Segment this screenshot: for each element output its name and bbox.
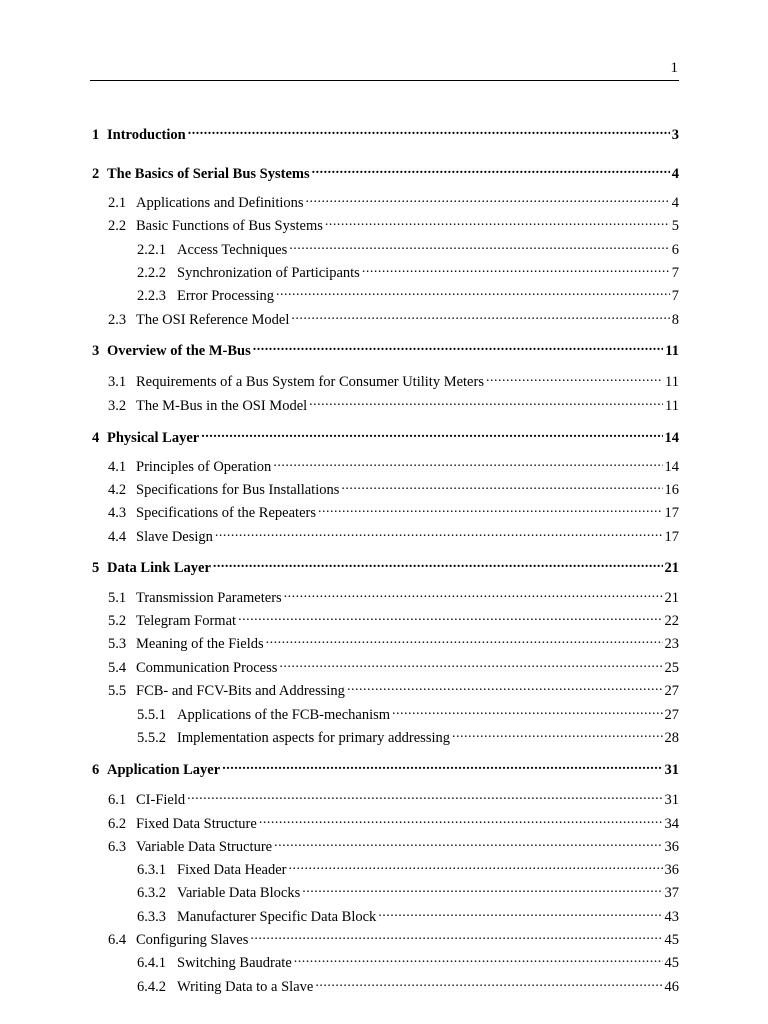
toc-entry-title: Implementation aspects for primary addressing: [177, 730, 451, 746]
toc-entry-title: Applications and Definitions: [136, 195, 304, 211]
toc-entry-title: Configuring Slaves: [136, 932, 249, 948]
toc-entry-number: 6.4: [108, 932, 127, 948]
toc-entry-page: 43: [664, 909, 679, 925]
toc-entry-number: 2.2: [108, 218, 127, 234]
toc-entry[interactable]: [108, 396, 679, 415]
toc-entry-page: 25: [664, 660, 679, 676]
toc-entry-title: Data Link Layer: [107, 560, 211, 576]
toc-entry-number: 5.5.1: [137, 707, 166, 723]
toc-entry-number: 5.4: [108, 660, 127, 676]
toc-entry[interactable]: [108, 503, 679, 522]
toc-entry-number: 2: [92, 166, 100, 182]
toc-entry-page: 16: [664, 482, 679, 498]
toc-entry-page: 17: [664, 505, 679, 521]
toc-entry-page: 17: [664, 529, 679, 545]
toc-entry-title: Transmission Parameters: [136, 590, 282, 606]
toc-dot-leader: [318, 503, 663, 517]
toc-entry-page: 46: [664, 979, 679, 995]
toc-entry-number: 4.2: [108, 482, 127, 498]
toc-entry[interactable]: [137, 953, 679, 972]
toc-entry-title: Introduction: [107, 127, 186, 143]
toc-dot-leader: [238, 611, 662, 625]
page-number: 1: [670, 60, 678, 76]
toc-entry-title: Meaning of the Fields: [136, 636, 264, 652]
toc-entry-number: 6.1: [108, 792, 127, 808]
toc-entry[interactable]: [108, 790, 679, 809]
toc-entry-number: 5.5: [108, 683, 127, 699]
toc-entry-number: 3.1: [108, 374, 127, 390]
toc-dot-leader: [215, 527, 663, 541]
toc-entry-number: 4.1: [108, 459, 127, 475]
toc-entry-title: Switching Baudrate: [177, 955, 292, 971]
toc-entry-title: Application Layer: [107, 762, 221, 778]
toc-dot-leader: [302, 883, 662, 897]
toc-entry[interactable]: [137, 263, 679, 282]
toc-entry[interactable]: [108, 372, 679, 391]
toc-dot-leader: [259, 814, 663, 828]
toc-entry-title: Communication Process: [136, 660, 278, 676]
toc-dot-leader: [188, 125, 670, 139]
toc-entry-number: 6.3: [108, 839, 127, 855]
toc-dot-leader: [276, 286, 670, 300]
toc-dot-leader: [222, 760, 662, 774]
toc-entry-number: 2.2.2: [137, 265, 166, 281]
toc-dot-leader: [486, 372, 663, 386]
toc-entry-page: 45: [664, 932, 679, 948]
toc-entry-page: 14: [664, 430, 679, 446]
toc-entry-number: 5: [92, 560, 100, 576]
toc-entry-page: 21: [664, 590, 679, 606]
toc-entry[interactable]: [108, 837, 679, 856]
toc-entry-number: 2.2.1: [137, 242, 166, 258]
toc-entry-title: Variable Data Structure: [136, 839, 273, 855]
toc-entry-number: 2.3: [108, 312, 127, 328]
toc-dot-leader: [253, 341, 664, 355]
toc-entry-number: 5.5.2: [137, 730, 166, 746]
toc-entry[interactable]: [108, 658, 679, 677]
toc-dot-leader: [294, 953, 663, 967]
toc-entry-page: 6: [671, 242, 679, 258]
toc-dot-leader: [341, 480, 662, 494]
toc-entry[interactable]: [108, 814, 679, 833]
toc-entry[interactable]: [92, 558, 679, 577]
toc-entry-number: 4.3: [108, 505, 127, 521]
toc-entry-number: 6.4.2: [137, 979, 166, 995]
toc-entry[interactable]: [137, 728, 679, 747]
toc-entry[interactable]: [137, 883, 679, 902]
toc-entry-title: The OSI Reference Model: [136, 312, 290, 328]
toc-dot-leader: [289, 860, 663, 874]
toc-entry[interactable]: [108, 588, 679, 607]
toc-entry-title: Telegram Format: [136, 613, 237, 629]
toc-entry-title: Physical Layer: [107, 430, 200, 446]
toc-dot-leader: [392, 705, 662, 719]
toc-dot-leader: [274, 837, 662, 851]
toc-dot-leader: [325, 216, 670, 230]
toc-entry-title: Applications of the FCB-mechanism: [177, 707, 391, 723]
toc-entry[interactable]: [92, 760, 679, 779]
toc-dot-leader: [284, 588, 663, 602]
toc-entry-page: 11: [665, 343, 679, 359]
toc-entry-page: 3: [671, 127, 679, 143]
toc-entry-title: The Basics of Serial Bus Systems: [107, 166, 310, 182]
toc-dot-leader: [306, 193, 670, 207]
toc-entry[interactable]: [108, 527, 679, 546]
toc-entry-title: FCB- and FCV-Bits and Addressing: [136, 683, 345, 699]
toc-entry-number: 4.4: [108, 529, 127, 545]
toc-entry-page: 7: [671, 265, 679, 281]
toc-dot-leader: [273, 457, 662, 471]
toc-entry-page: 8: [671, 312, 679, 328]
toc-entry[interactable]: [108, 611, 679, 630]
toc-entry[interactable]: [92, 341, 679, 360]
toc-entry-number: 5.1: [108, 590, 127, 606]
toc-entry-page: 37: [664, 885, 679, 901]
toc-dot-leader: [201, 428, 662, 442]
toc-entry[interactable]: [137, 240, 679, 259]
toc-entry-title: Error Processing: [177, 288, 275, 304]
toc-dot-leader: [279, 658, 662, 672]
toc-entry-number: 6.4.1: [137, 955, 166, 971]
toc-entry-number: 3.2: [108, 398, 127, 414]
toc-entry-number: 6.3.3: [137, 909, 166, 925]
toc-entry[interactable]: [108, 216, 679, 235]
toc-entry-title: Manufacturer Specific Data Block: [177, 909, 377, 925]
toc-entry[interactable]: [137, 286, 679, 305]
toc-entry[interactable]: [108, 681, 679, 700]
toc-entry-page: 31: [664, 762, 679, 778]
toc-dot-leader: [452, 728, 662, 742]
toc-entry-title: Principles of Operation: [136, 459, 272, 475]
toc-entry-number: 4: [92, 430, 100, 446]
toc-entry[interactable]: [108, 634, 679, 653]
toc-entry-page: 36: [664, 862, 679, 878]
toc-entry-title: Slave Design: [136, 529, 213, 545]
toc-entry-title: Access Techniques: [177, 242, 288, 258]
toc-entry[interactable]: [137, 705, 679, 724]
toc-dot-leader: [347, 681, 663, 695]
toc-entry-number: 2.2.3: [137, 288, 166, 304]
toc-entry-page: 21: [664, 560, 679, 576]
toc-entry-page: 4: [671, 195, 679, 211]
toc-entry-number: 1: [92, 127, 100, 143]
toc-dot-leader: [312, 164, 670, 178]
toc-entry-title: CI-Field: [136, 792, 186, 808]
toc-entry-page: 27: [664, 683, 679, 699]
toc-entry-number: 6: [92, 762, 100, 778]
toc-entry-number: 6.2: [108, 816, 127, 832]
toc-entry-title: Specifications of the Repeaters: [136, 505, 316, 521]
toc-entry-title: Requirements of a Bus System for Consumer Utility Meters: [136, 374, 484, 390]
toc-entry-page: 11: [665, 398, 679, 414]
toc-entry-page: 11: [665, 374, 679, 390]
toc-entry-title: Writing Data to a Slave: [177, 979, 314, 995]
toc-entry-page: 4: [671, 166, 679, 182]
toc-entry-title: Specifications for Bus Installations: [136, 482, 340, 498]
toc-entry[interactable]: [137, 907, 679, 926]
toc-dot-leader: [309, 396, 663, 410]
toc-entry-page: 14: [664, 459, 679, 475]
toc-entry-number: 5.3: [108, 636, 127, 652]
toc-entry-page: 28: [664, 730, 679, 746]
toc-entry[interactable]: [92, 164, 679, 183]
toc-entry[interactable]: [108, 193, 679, 212]
toc-entry[interactable]: [108, 930, 679, 949]
toc-dot-leader: [289, 240, 669, 254]
toc-entry-number: 5.2: [108, 613, 127, 629]
toc-entry[interactable]: [137, 977, 679, 996]
toc-entry-page: 7: [671, 288, 679, 304]
toc-entry[interactable]: [92, 125, 679, 144]
toc-entry-title: Synchronization of Participants: [177, 265, 360, 281]
toc-entry-page: 5: [671, 218, 679, 234]
toc-dot-leader: [213, 558, 663, 572]
toc-dot-leader: [378, 907, 662, 921]
header-rule: [90, 80, 679, 81]
toc-entry-page: 31: [664, 792, 679, 808]
toc-entry[interactable]: [108, 310, 679, 329]
toc-entry[interactable]: [108, 457, 679, 476]
toc-entry-number: 6.3.1: [137, 862, 166, 878]
toc-entry-page: 34: [664, 816, 679, 832]
toc-entry-title: Fixed Data Header: [177, 862, 287, 878]
toc-entry[interactable]: [108, 480, 679, 499]
toc-entry-page: 27: [664, 707, 679, 723]
toc-dot-leader: [362, 263, 670, 277]
toc-entry-page: 45: [664, 955, 679, 971]
toc-entry-number: 6.3.2: [137, 885, 166, 901]
toc-entry-page: 22: [664, 613, 679, 629]
toc-entry-title: Variable Data Blocks: [177, 885, 301, 901]
toc-entry-title: The M-Bus in the OSI Model: [136, 398, 308, 414]
toc-dot-leader: [266, 634, 663, 648]
toc-dot-leader: [187, 790, 662, 804]
toc-dot-leader: [250, 930, 662, 944]
toc-entry-title: Basic Functions of Bus Systems: [136, 218, 323, 234]
toc-entry[interactable]: [92, 428, 679, 447]
toc-entry-title: Overview of the M-Bus: [107, 343, 251, 359]
toc-entry[interactable]: [137, 860, 679, 879]
toc-entry-number: 3: [92, 343, 100, 359]
toc-entry-page: 23: [664, 636, 679, 652]
toc-dot-leader: [315, 977, 662, 991]
toc-dot-leader: [291, 310, 669, 324]
toc-entry-page: 36: [664, 839, 679, 855]
toc-entry-title: Fixed Data Structure: [136, 816, 257, 832]
toc-entry-number: 2.1: [108, 195, 127, 211]
